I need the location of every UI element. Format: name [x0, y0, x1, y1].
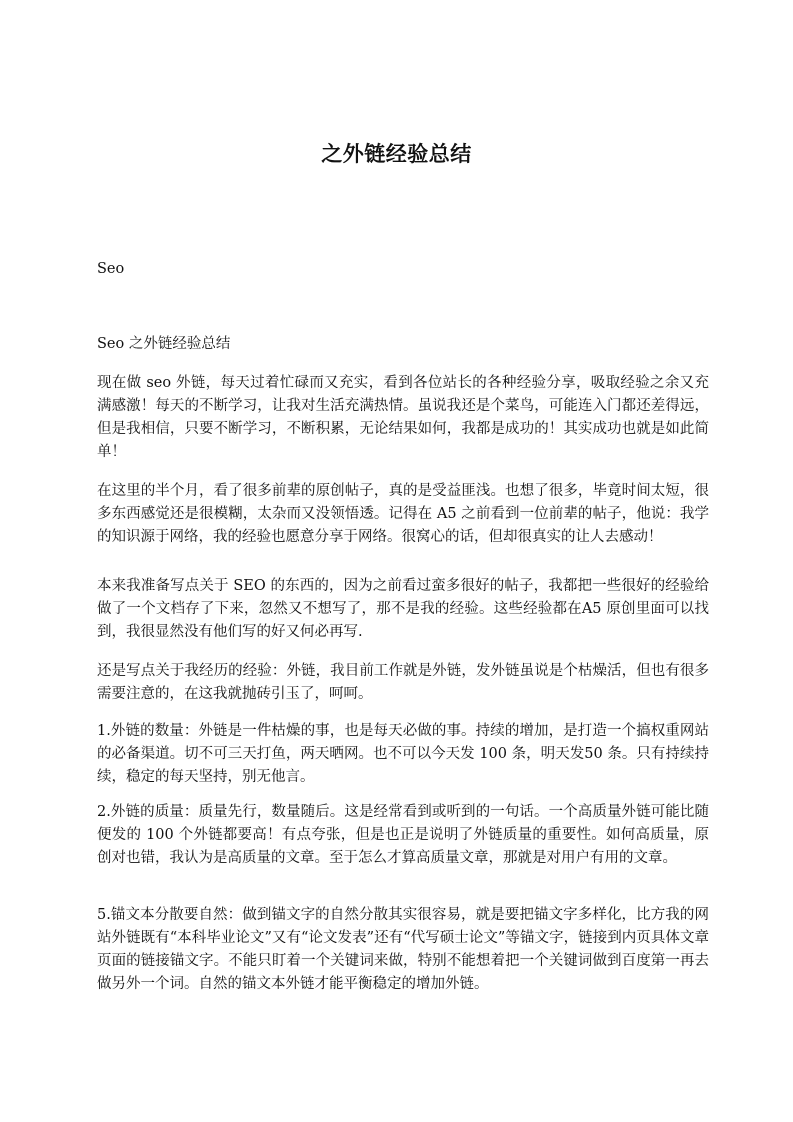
paragraph-seo-plan: 本来我准备写点关于 SEO 的东西的，因为之前看过蛮多很好的帖子，我都把一些很好的经验给做了一个文档存了下来，忽然又不想写了，那不是我的经验。这些经验都在A5 原创里面可以找到，我很显然没有他们写的好又何必再写.: [97, 578, 709, 640]
paragraph-anchor-text: 5.锚文本分散要自然：做到锚文字的自然分散其实很容易，就是要把锚文字多样化，比方我的网站外链既有“本科毕业论文”又有“论文发表”还有“代写硕士论文”等锚文字，链接到内页具体文章页面的链接锚文字。不能只盯着一个关键词来做，特别不能想着把一个关键词做到百度第一再去做另外一个词。自然的锚文本外链才能平衡稳定的增加外链。: [97, 907, 709, 992]
paragraph-intro: 现在做 seo 外链，每天过着忙碌而又充实，看到各位站长的各种经验分享，吸取经验之余又充满感激！每天的不断学习，让我对生活充满热情。虽说我还是个菜鸟，可能连入门都还差得远，但是我相信，只要不断学习，不断积累，无论结果如何，我都是成功的！其实成功也就是如此简单！: [97, 375, 709, 460]
document-subtitle: Seo 之外链经验总结: [97, 336, 231, 352]
paragraph-experience: 还是写点关于我经历的经验：外链，我目前工作就是外链，发外链虽说是个枯燥活，但也有很多需要注意的，在这我就抛砖引玉了，呵呵。: [97, 663, 709, 702]
document-title: 之外链经验总结: [321, 142, 472, 166]
paragraph-link-quality: 2.外链的质量：质量先行，数量随后。这是经常看到或听到的一句话。一个高质量外链可能比随便发的 100 个外链都要高！有点夸张，但是也正是说明了外链质量的重要性。如何高质量，原创对也错，我认为是高质量的文章。至于怎么才算高质量文章，那就是对用户有用的文章。: [97, 804, 709, 866]
paragraph-half-month: 在这里的半个月，看了很多前辈的原创帖子，真的是受益匪浅。也想了很多，毕竟时间太短，很多东西感觉还是很模糊，太杂而又没领悟透。记得在 A5 之前看到一位前辈的帖子，他说：我学的知识源于网络，我的经验也愿意分享于网络。很窝心的话，但却很真实的让人去感动！: [97, 483, 709, 545]
section-label: Seo: [97, 261, 125, 277]
paragraph-link-quantity: 1.外链的数量：外链是一件枯燥的事，也是每天必做的事。持续的增加，是打造一个搞权重网站的必备渠道。切不可三天打鱼，两天晒网。也不可以今天发 100 条，明天发50 条。只有持续持续，稳定的每天坚持，别无他言。: [97, 723, 709, 785]
